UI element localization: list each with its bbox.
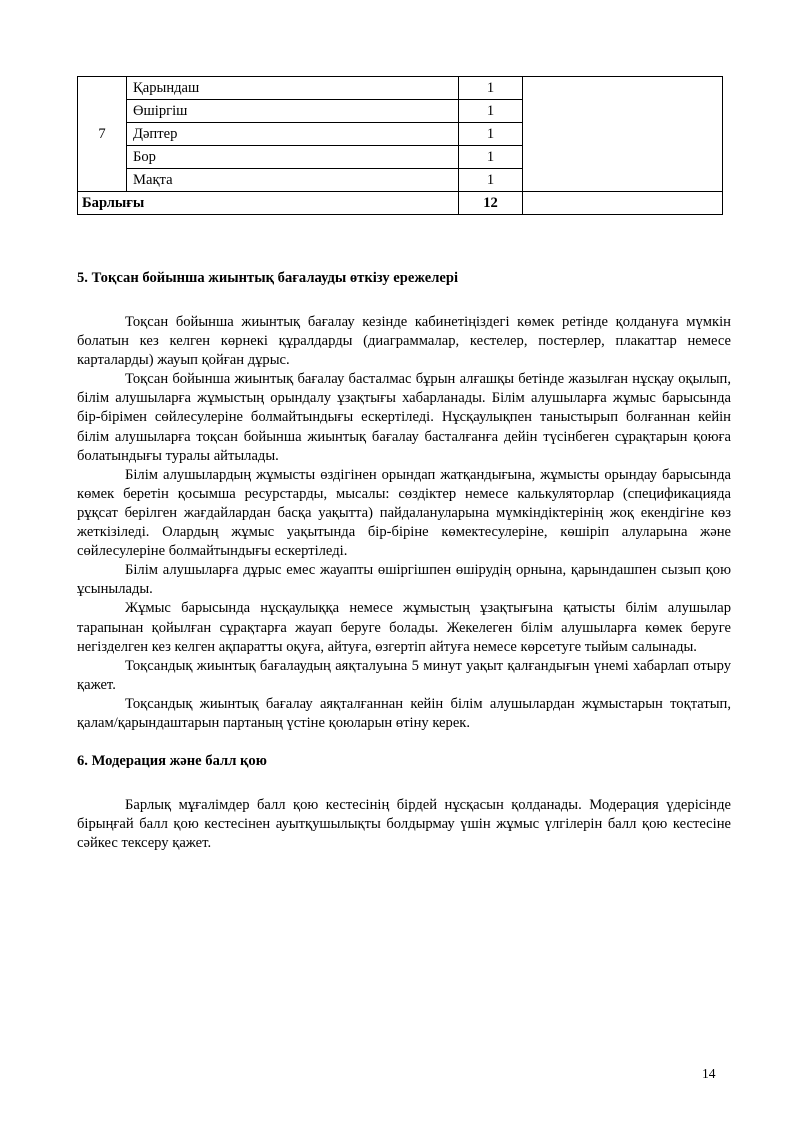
item-qty: 1 bbox=[459, 77, 523, 100]
notes-cell bbox=[523, 77, 723, 192]
total-value: 12 bbox=[459, 192, 523, 215]
paragraph: Тоқсан бойынша жиынтық бағалау кезінде кабинетіңіздегі көмек ретінде қолдануға мүмкін болатын кез келген көрнекі құралдарды (диаграммалар, кестелер, постерлер, плакаттар немесе карталарды) жауып қойған дұрыс. bbox=[77, 314, 731, 369]
paragraph: Білім алушыларға дұрыс емес жауапты өшіргішпен өшірудің орнына, қарындашпен сызып қою ұсынылады. bbox=[77, 562, 731, 598]
total-notes-cell bbox=[523, 192, 723, 215]
item-name: Дәптер bbox=[127, 123, 459, 146]
item-name: Бор bbox=[127, 146, 459, 169]
page-number: 14 bbox=[702, 1066, 716, 1081]
paragraph: Білім алушылардың жұмысты өздігінен орындап жатқандығына, жұмысты орындау барысында көмек беретін қосымша ресурстарды, мысалы: сөздіктер немесе калькуляторлар (спецификацияда рұқсат берілген жағдайлардан басқа уақытта) пайдалануларына мүмкіндіктерінің жоқ екендігіне көз жеткізіледі. Олардың жұмыс уақытында бір-біріне көмектесулеріне, көшіріп алуларына және сөйлесулеріне болмайтындығы ескертіледі. bbox=[77, 466, 731, 560]
item-qty: 1 bbox=[459, 123, 523, 146]
paragraph: Тоқсандық жиынтық бағалаудың аяқталуына 5 минут уақыт қалғандығын үнемі хабарлап отыру қажет. bbox=[77, 657, 731, 693]
total-label: Барлығы bbox=[78, 192, 459, 215]
item-name: Өшіргіш bbox=[127, 100, 459, 123]
item-name: Қарындаш bbox=[127, 77, 459, 100]
section-6 bbox=[77, 751, 731, 853]
items-table bbox=[77, 76, 723, 215]
item-name: Мақта bbox=[127, 169, 459, 192]
section-5-heading: 5. Тоқсан бойынша жиынтық бағалауды өткізу ережелері bbox=[77, 270, 459, 286]
section-6-heading: 6. Модерация және балл қою bbox=[77, 753, 267, 769]
item-qty: 1 bbox=[459, 146, 523, 169]
paragraph: Тоқсандық жиынтық бағалау аяқталғаннан кейін білім алушылардан жұмыстарын тоқтатып, қалам/қарындаштарын партаның үстіне қоюларын өтіну керек. bbox=[77, 695, 731, 731]
total-row bbox=[78, 192, 723, 215]
paragraph: Барлық мұғалімдер балл қою кестесінің бірдей нұсқасын қолданады. Модерация үдерісінде бірыңғай балл қою кестесінен ауытқушылықты болдырмау үшін жұмыс үлгілерін балл қою кестесіне сәйкес тексеру қажет. bbox=[77, 797, 731, 852]
paragraph: Тоқсан бойынша жиынтық бағалау басталмас бұрын алғашқы бетінде жазылған нұсқау оқылып, білім алушыларға жұмыстың орындалу ұзақтығы хабарланады. Білім алушыларға жұмыс барысында бір-бірімен сөйлесулеріне болмайтындығы ескертіледі. Нұсқаулықпен таныстырып болғаннан кейін білім алушыларға тоқсан бойынша жиынтық бағалау басталғанға дейін түсінбеген сұрақтарын қоюға болатындығы туралы айтылады. bbox=[77, 371, 731, 464]
table-row bbox=[78, 77, 723, 100]
paragraph: Жұмыс барысында нұсқаулыққа немесе жұмыстың ұзақтығына қатысты білім алушылар тарапынан қойылған сұрақтарға жауап беруге болады. Жекелеген білім алушыларға көмек беруге негізделген кез келген ақпаратты оқуға, айтуға, өзгертіп айтуға немесе көрсетуге тыйым салынады. bbox=[77, 600, 731, 655]
item-qty: 1 bbox=[459, 169, 523, 192]
section-5 bbox=[77, 268, 731, 733]
group-number: 7 bbox=[78, 77, 127, 192]
item-qty: 1 bbox=[459, 100, 523, 123]
